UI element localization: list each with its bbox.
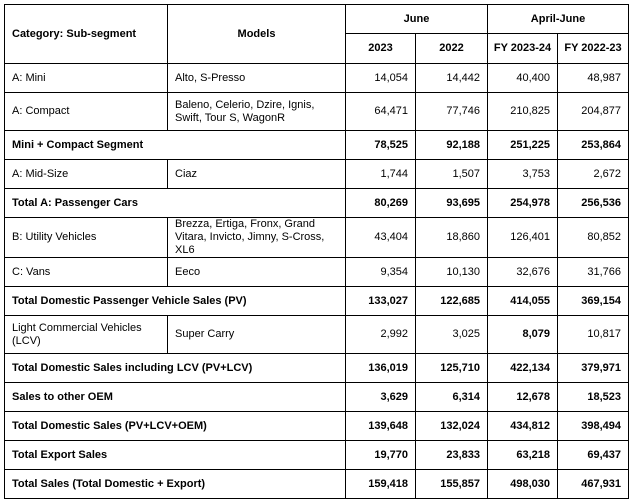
value-cell: 133,027 [346,287,416,316]
value-cell: 125,710 [416,354,488,383]
value-cell: 159,418 [346,470,416,499]
category-cell: C: Vans [5,258,168,287]
value-cell: 9,354 [346,258,416,287]
category-cell: Light Commercial Vehicles (LCV) [5,316,168,354]
table-row-sales-to-other-oem [5,383,629,412]
category-cell: Total Domestic Sales (PV+LCV+OEM) [5,412,346,441]
table-row-a-mini [5,64,629,93]
models-cell: Eeco [168,258,346,287]
category-cell: A: Compact [5,93,168,131]
value-cell: 379,971 [558,354,629,383]
value-cell: 14,442 [416,64,488,93]
vehicle-sales-table [4,4,629,499]
header-fy-2022-23: FY 2022-23 [558,34,629,64]
value-cell: 8,079 [488,316,558,354]
value-cell: 43,404 [346,218,416,258]
value-cell: 2,672 [558,160,629,189]
header-2022: 2022 [416,34,488,64]
table-row-a-compact [5,93,629,131]
value-cell: 422,134 [488,354,558,383]
value-cell: 18,860 [416,218,488,258]
value-cell: 93,695 [416,189,488,218]
value-cell: 32,676 [488,258,558,287]
models-cell: Baleno, Celerio, Dzire, Ignis, Swift, Tour S, WagonR [168,93,346,131]
value-cell: 136,019 [346,354,416,383]
value-cell: 77,746 [416,93,488,131]
value-cell: 210,825 [488,93,558,131]
value-cell: 12,678 [488,383,558,412]
category-cell: Sales to other OEM [5,383,346,412]
value-cell: 19,770 [346,441,416,470]
models-cell: Super Carry [168,316,346,354]
table-row-total-export-sales [5,441,629,470]
category-cell: A: Mini [5,64,168,93]
models-cell: Alto, S-Presso [168,64,346,93]
value-cell: 1,507 [416,160,488,189]
table-row-total-domestic-incl-lcv [5,354,629,383]
value-cell: 63,218 [488,441,558,470]
header-2023: 2023 [346,34,416,64]
value-cell: 92,188 [416,131,488,160]
category-cell: Total Sales (Total Domestic + Export) [5,470,346,499]
value-cell: 14,054 [346,64,416,93]
header-models: Models [168,5,346,64]
category-cell: A: Mid-Size [5,160,168,189]
category-cell: B: Utility Vehicles [5,218,168,258]
models-cell: Ciaz [168,160,346,189]
table-row-total-domestic-pv-lcv-oem [5,412,629,441]
category-cell: Mini + Compact Segment [5,131,346,160]
value-cell: 48,987 [558,64,629,93]
table-row-c-vans [5,258,629,287]
category-cell: Total Export Sales [5,441,346,470]
value-cell: 434,812 [488,412,558,441]
value-cell: 126,401 [488,218,558,258]
value-cell: 132,024 [416,412,488,441]
value-cell: 3,629 [346,383,416,412]
value-cell: 40,400 [488,64,558,93]
value-cell: 498,030 [488,470,558,499]
value-cell: 69,437 [558,441,629,470]
value-cell: 467,931 [558,470,629,499]
value-cell: 78,525 [346,131,416,160]
value-cell: 369,154 [558,287,629,316]
value-cell: 139,648 [346,412,416,441]
value-cell: 18,523 [558,383,629,412]
header-june-group: June [346,5,488,34]
table-row-b-utility-vehicles [5,218,629,258]
category-cell: Total Domestic Passenger Vehicle Sales (PV) [5,287,346,316]
value-cell: 10,817 [558,316,629,354]
table-row-lcv [5,316,629,354]
value-cell: 3,025 [416,316,488,354]
table-row-a-mid-size [5,160,629,189]
value-cell: 251,225 [488,131,558,160]
value-cell: 10,130 [416,258,488,287]
value-cell: 2,992 [346,316,416,354]
value-cell: 256,536 [558,189,629,218]
value-cell: 253,864 [558,131,629,160]
value-cell: 64,471 [346,93,416,131]
table-row-total-a-passenger-cars [5,189,629,218]
header-april-june-group: April-June [488,5,629,34]
header-fy-2023-24: FY 2023-24 [488,34,558,64]
value-cell: 31,766 [558,258,629,287]
value-cell: 204,877 [558,93,629,131]
value-cell: 80,269 [346,189,416,218]
category-cell: Total Domestic Sales including LCV (PV+LCV) [5,354,346,383]
header-row-groups [5,5,629,34]
table-row-total-sales [5,470,629,499]
value-cell: 155,857 [416,470,488,499]
table-row-mini-compact-segment [5,131,629,160]
value-cell: 3,753 [488,160,558,189]
header-category-sub-segment: Category: Sub-segment [5,5,168,64]
value-cell: 80,852 [558,218,629,258]
value-cell: 23,833 [416,441,488,470]
value-cell: 254,978 [488,189,558,218]
value-cell: 414,055 [488,287,558,316]
value-cell: 122,685 [416,287,488,316]
value-cell: 6,314 [416,383,488,412]
category-cell: Total A: Passenger Cars [5,189,346,218]
table-row-total-domestic-pv [5,287,629,316]
models-cell: Brezza, Ertiga, Fronx, Grand Vitara, Invicto, Jimny, S-Cross, XL6 [168,218,346,258]
value-cell: 1,744 [346,160,416,189]
value-cell: 398,494 [558,412,629,441]
